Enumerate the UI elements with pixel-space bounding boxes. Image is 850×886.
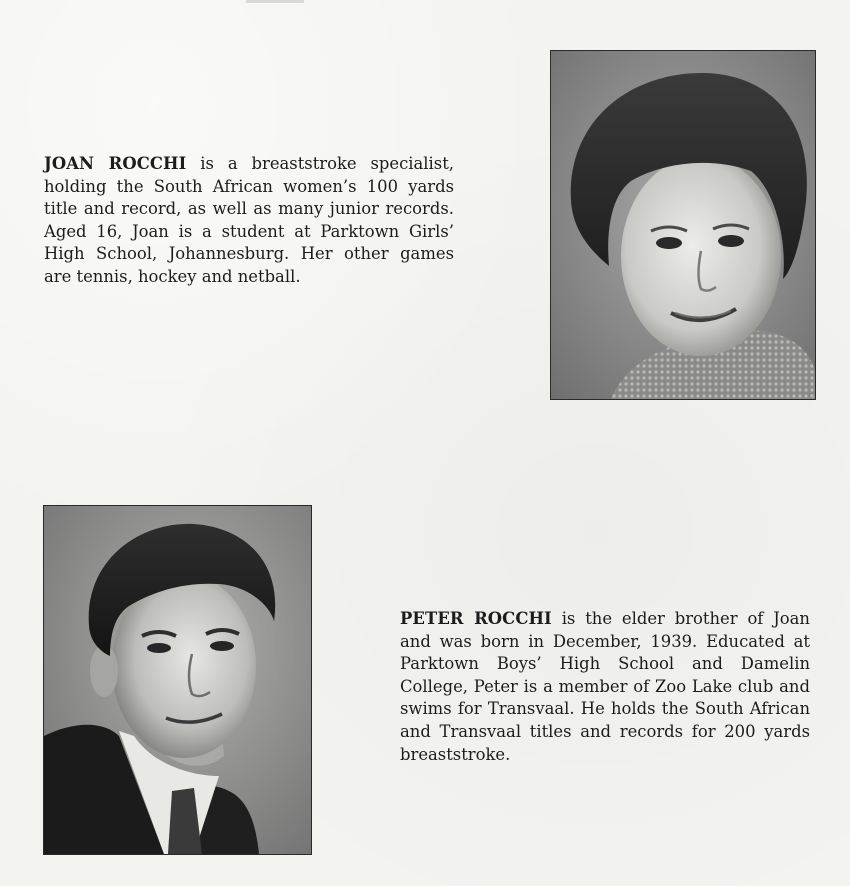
peter-name: PETER ROCCHI <box>400 609 552 628</box>
scan-mark <box>246 0 304 3</box>
joan-portrait-illustration <box>551 51 815 399</box>
peter-description: is the elder brother of Joan and was born in December, 1939. Educated at Parktown Boys’ High School and Damelin College, Peter is a member of Zoo Lake club and swims for Transvaal. He holds the South African and Transvaal titles and records for 200 yards breaststroke. <box>400 609 810 764</box>
joan-name: JOAN ROCCHI <box>44 154 187 173</box>
peter-bio <box>400 608 810 766</box>
joan-description: is a breaststroke specialist, holding the South African women’s 100 yards title and record, as well as many junior records. Aged 16, Joan is a student at Parktown Girls’ High School, Johannesburg. Her other games are tennis, hockey and netball. <box>44 154 455 286</box>
peter-portrait-illustration <box>44 506 311 854</box>
joan-portrait-photo <box>550 50 816 400</box>
peter-portrait-photo <box>43 505 312 855</box>
joan-bio <box>44 153 454 289</box>
